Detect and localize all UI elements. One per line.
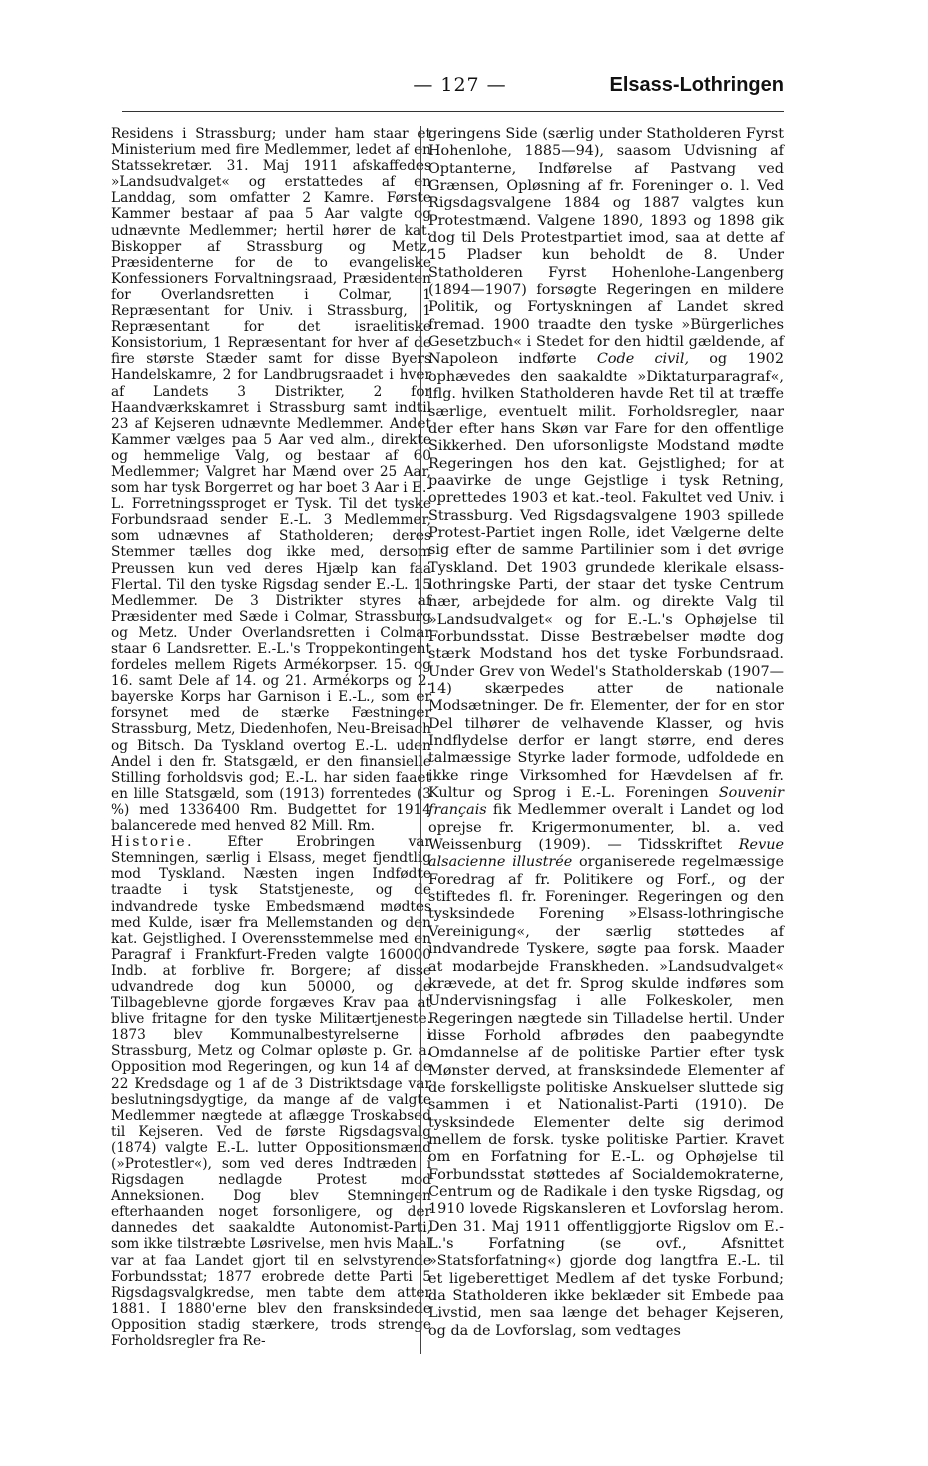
text-run: fik Medlemmer overalt i Landet og lod oprejse fr. Krigermonumenter, bl. a. ved Weissenburg (1909). — Tidsskriftet bbox=[428, 802, 784, 854]
paragraph-history-continued bbox=[428, 126, 784, 1340]
text-run: organiserede regelmæssige Foredrag af fr. Politikere og Forf., og der stiftedes fl. fr. Foreninger. Regeringen og den tysksindede Forening »Elsass-lothringische Vereinigung«, der særlig støttedes af indvandrede Tyskere, søgte paa forsk. Maader at modarbejde Franskheden. »Landsudvalget« krævede, at det fr. Sprog skulde indføres som Undervisningsfag i alle Folkeskoler, men Regeringen nægtede sin Tilladelse hertil. Under disse Forhold afbrødes den paabegyndte Omdannelse af de politiske Partier efter tysk Mønster derved, at fransksindede Elementer af de forskelligste politiske Anskuelser sluttede sig sammen i et Nationalist-Parti (1910). De tysksindede Elementer delte sig derimod mellem de forsk. tyske politiske Partier. Kravet om en Forfatning for E.-L. og Ophøjelse til Forbundsstat støttedes af Socialdemokraterne, Centrum og de Radikale i den tyske Rigsdag, og 1910 lovede Rigskansleren et Lovforslag herom. Den 31. Maj 1911 offentliggjorte Rigslov om E.-L.'s Forfatning (se ovf., Afsnittet »Statsforfatning«) gjorde dog langtfra E.-L. til et ligeberettiget Medlem af det tyske Forbund; da Statholderen ikke beklæder sit Embede paa Livstid, men saa længe det behager Kejseren, og da de Lovforslag, som vedtages bbox=[428, 854, 784, 1339]
left-column bbox=[111, 126, 431, 1349]
paragraph-history bbox=[111, 834, 431, 1349]
page-number: — 127 — bbox=[413, 74, 507, 96]
header-rule bbox=[122, 111, 784, 112]
history-text: Efter Erobringen var Stemningen, særlig i Elsass, meget fjendtlig mod Tyskland. Næsten ingen Indfødte traadte i tysk Statstjeneste, og de indvandrede tyske Embedsmænd mødtes med Kulde, især fra Mellemstanden og den kat. Gejstlighed. I Overensstemmelse med en Paragraf i Frankfurt-Freden valgte 160000 Indb. at forblive fr. Borgere; af disse udvandrede dog kun 50000, og de Tilbageblevne gjorde forgæves Krav paa at blive fritagne for den tyske Militærtjeneste. 1873 blev Kommunalbestyrelserne i Strassburg, Metz og Colmar opløste p. Gr. a. Opposition mod Regeringen, og kun 14 af de 22 Kredsdage og 1 af de 3 Distriktsdage var beslutningsdygtige, da mange af de valgte Medlemmer nægtede at aflægge Troskabsed til Kejseren. Ved de første Rigsdagsvalg (1874) valgte E.-L. lutter Oppositionsmænd (»Protestler«), som ved deres Indtræden i Rigsdagen nedlagde Protest mod Anneksionen. Dog blev Stemningen efterhaanden noget forsonligere, og der dannedes det saakaldte Autonomist-Parti, som ikke tilstræbte Løsrivelse, men hvis Maal var at faa Landet gjort til en selvstyrende Forbundsstat; 1877 erobrede dette Parti 5 Rigsdagsvalgkredse, men tabte dem atter 1881. I 1880'erne blev den fransksindede Opposition stadig stærkere, trods strenge Forholdsregler fra Re- bbox=[111, 834, 431, 1350]
paragraph-government: Residens i Strassburg; under ham staar et Ministerium med fire Medlemmer, ledet af en Statssekretær. 31. Maj 1911 afskaffedes »Landsudvalget« og erstattedes af en Landdag, som omfatter 2 Kamre. Første Kammer bestaar af paa 5 Aar valgte og udnævnte Medlemmer; hertil hører de kat. Biskopper af Strassburg og Metz, Præsidenterne for de to evangeliske Konfessioners Forvaltningsraad, Præsidenten for Overlandsretten i Colmar, 1 Repræsentant for Univ. i Strassburg, 1 Repræsentant for det israelitiske Konsistorium, 1 Repræsentant for hver af de fire største Stæder samt for disse Byers Handelskamre, 2 for Landbrugsraadet i hver af Landets 3 Distrikter, 2 for Haandværkskamret i Strassburg samt indtil 23 af Kejseren udnævnte Medlemmer. Andet Kammer vælges paa 5 Aar ved alm., direkte og hemmelige Valg, og bestaar af 60 Medlemmer; Valgret har Mænd over 25 Aar, som har tysk Borgerret og har boet 3 Aar i E.-L. Forretningssproget er Tysk. Til det tyske Forbundsraad sender E.-L. 3 Medlemmer, som udnævnes af Statholderen; deres Stemmer tælles dog ikke med, dersom Preussen kun ved deres Hjælp kan faa Flertal. Til den tyske Rigsdag sender E.-L. 15 Medlemmer. De 3 Distrikter styres af Præsidenter med Sæde i Colmar, Strassburg og Metz. Under Overlandsretten i Colmar staar 6 Landsretter. E.-L.'s Troppekontingent fordeles mellem Rigets Armékorpser. 15. og 16. samt Dele af 14. og 21. Armékorps og 2. bayerske Korps har Garnison i E.-L., som er forsynet med de stærke Fæstninger Strassburg, Metz, Diedenhofen, Neu-Breisach og Bitsch. Da Tyskland overtog E.-L. uden Andel i den fr. Statsgæld, er den finansielle Stilling forholdsvis god; E.-L. har siden faaet en lille Statsgæld, som (1913) forrentedes (3 %) med 1336400 Rm. Budgettet for 1914 balancerede med henved 82 Mill. Rm. bbox=[111, 126, 431, 835]
text-run: geringens Side (særlig under Statholderen Fyrst Hohenlohe, 1885—94), saasom Udvisning af Optanterne, Indførelse af Pastvang ved Grænsen, Opløsning af fr. Foreninger o. l. Ved Rigsdagsvalgene 1884 og 1887 valgtes kun Protestmænd. Valgene 1890, 1893 og 1898 gik dog til Dels Protestpartiet imod, saa at dette af 15 Pladser kun beholdt de 8. Under Statholderen Fyrst Hohenlohe-Langenberg (1894—1907) forsøgte Regeringen en mildere Politik, og Fortyskningen af Landet skred fremad. 1900 traadte den tyske »Bürgerliches Gesetzbuch« i Stedet for den hidtil gældende, af Napoleon indførte bbox=[428, 126, 784, 368]
right-column bbox=[428, 126, 784, 1340]
text-run: og 1902 ophævedes den saakaldte »Diktaturparagraf«, iflg. hvilken Statholderen havde Ret til at træffe særlige, eventuelt milit. Forholdsregler, naar der efter hans Skøn var Fare for den offentlige Sikkerhed. Den uforsonligste Modstand mødte Regeringen hos den kat. Gejstlighed; for at paavirke de unge Gejstlige i tysk Retning, oprettedes 1903 et kat.-teol. Fakultet ved Univ. i Strassburg. Ved Rigsdagsvalgene 1903 spillede Protest-Partiet ingen Rolle, idet Vælgerne delte sig efter de samme Partilinier som i det øvrige Tyskland. Det 1903 grundede klerikale elsass-lothringske Parti, der staar det tyske Centrum nær, arbejdede for alm. og direkte Valg til »Landsudvalget« og for E.-L.'s Ophøjelse til Forbundsstat. Disse Bestræbelser mødte dog stærk Modstand hos det tyske Forbundsraad. Under Grev von Wedel's Statholderskab (1907—14) skærpedes atter de nationale Modsætninger. De fr. Elementer, der for en stor Del tilhører de velhavende Klasser, og hvis Indflydelse derfor er langt større, end deres talmæssige Styrke lader formode, udfoldede en ikke ringe Virksomhed for Hævdelsen af fr. Kultur og Sprog i E.-L. Foreningen bbox=[428, 351, 784, 802]
italic-code-civil: Code civil, bbox=[596, 351, 690, 368]
column-divider bbox=[420, 126, 421, 1354]
italic-souvenir-francais: Souvenir français bbox=[428, 785, 784, 819]
page-header bbox=[122, 74, 784, 104]
running-head: Elsass-Lothringen bbox=[609, 74, 784, 96]
section-label-historie: Historie. bbox=[111, 834, 194, 851]
italic-revue-alsacienne: Revue alsacienne illustrée bbox=[428, 837, 784, 871]
